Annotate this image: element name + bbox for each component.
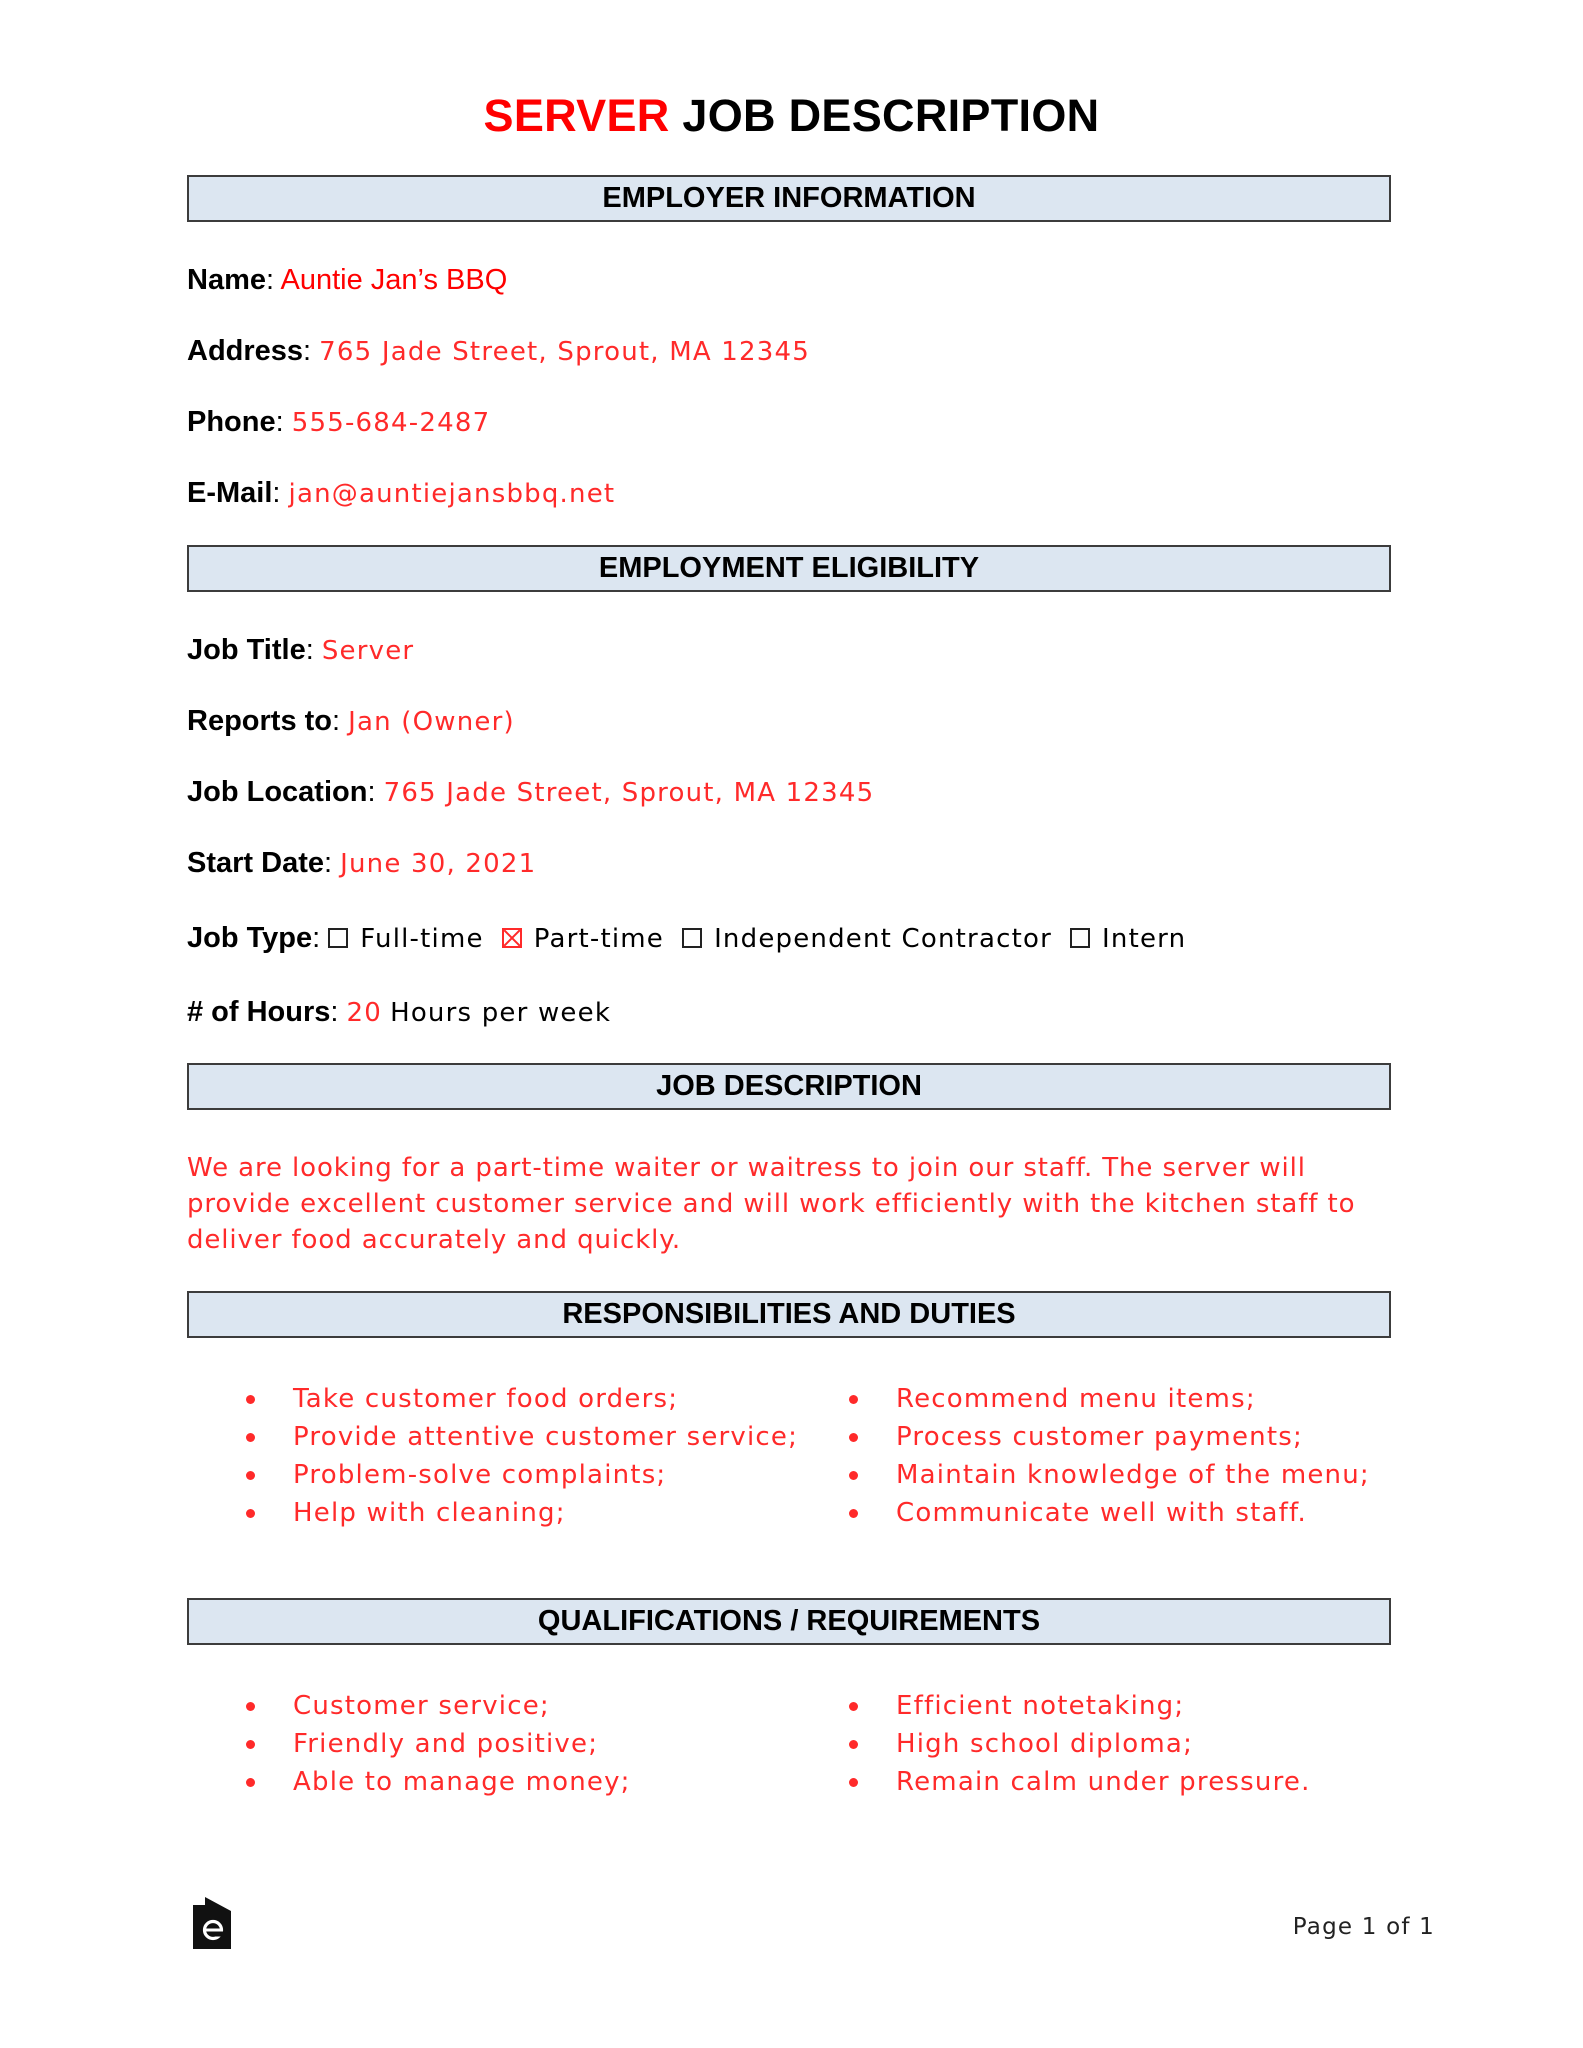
employer-phone-row: Phone: 555-684-2487	[187, 406, 491, 438]
reports-to-value: Jan (Owner)	[348, 707, 515, 737]
field-label: Reports to	[187, 705, 332, 737]
eforms-logo-icon	[193, 1897, 231, 1954]
list-item: Take customer food orders;	[246, 1380, 798, 1418]
field-label: Job Type	[187, 922, 313, 954]
field-label: Address	[187, 335, 304, 367]
job-type-option-intern[interactable]	[1070, 920, 1186, 957]
job-type-row: Job Type: Full-time Part-time Independent Contractor Intern	[187, 920, 1196, 957]
field-label: # of Hours	[187, 996, 331, 1028]
bullet-icon	[246, 1740, 255, 1749]
checkbox-icon[interactable]	[328, 928, 348, 948]
list-item: Process customer payments;	[849, 1418, 1370, 1456]
employer-address-value: 765 Jade Street, Sprout, MA 12345	[319, 337, 810, 367]
reports-to-row: Reports to: Jan (Owner)	[187, 705, 515, 737]
option-label: Part-time	[533, 924, 664, 954]
list-item: Able to manage money;	[246, 1763, 631, 1801]
option-label: Full-time	[360, 924, 484, 954]
list-item: Communicate well with staff.	[849, 1494, 1370, 1532]
job-description-text: We are looking for a part-time waiter or waitress to join our staff. The server will provide excellent customer service and will work efficiently with the kitchen staff to deliver food accurately and quickly.	[187, 1153, 1356, 1255]
field-label: Start Date	[187, 847, 324, 879]
hours-value: 20	[346, 998, 383, 1028]
section-header-employer: EMPLOYER INFORMATION	[187, 175, 1391, 222]
job-title-row: Job Title: Server	[187, 634, 415, 666]
job-title-value: Server	[321, 636, 415, 666]
job-location-row: Job Location: 765 Jade Street, Sprout, MA 12345	[187, 776, 875, 808]
list-item: Help with cleaning;	[246, 1494, 798, 1532]
job-type-option-contractor[interactable]	[682, 920, 1052, 957]
hours-unit: Hours per week	[390, 998, 612, 1028]
bullet-icon	[246, 1471, 255, 1480]
field-label: Phone	[187, 406, 276, 438]
employer-name-value: Auntie Jan’s BBQ	[280, 264, 508, 296]
bullet-icon	[246, 1702, 255, 1711]
employer-email-value: jan@auntiejansbbq.net	[288, 479, 616, 509]
job-location-value: 765 Jade Street, Sprout, MA 12345	[383, 778, 875, 808]
field-label: Name	[187, 264, 266, 296]
bullet-icon	[246, 1778, 255, 1787]
bullet-icon	[849, 1471, 858, 1480]
option-label: Intern	[1102, 924, 1187, 954]
bullet-icon	[246, 1395, 255, 1404]
list-item: Problem-solve complaints;	[246, 1456, 798, 1494]
bullet-icon	[246, 1509, 255, 1518]
bullet-icon	[849, 1740, 858, 1749]
list-item: Provide attentive customer service;	[246, 1418, 798, 1456]
bullet-icon	[246, 1433, 255, 1442]
employer-phone-value: 555-684-2487	[291, 408, 491, 438]
list-item: Recommend menu items;	[849, 1380, 1370, 1418]
section-header-qualifications: QUALIFICATIONS / REQUIREMENTS	[187, 1598, 1391, 1645]
checkbox-icon[interactable]	[682, 928, 702, 948]
list-item: Customer service;	[246, 1687, 631, 1725]
job-type-option-part-time[interactable]	[502, 920, 664, 957]
page-number: Page 1 of 1	[1292, 1914, 1435, 1940]
bullet-icon	[849, 1433, 858, 1442]
field-label: E-Mail	[187, 477, 273, 509]
bullet-icon	[849, 1395, 858, 1404]
document-title	[0, 88, 1583, 144]
start-date-row: Start Date: June 30, 2021	[187, 847, 537, 879]
checkbox-icon[interactable]	[1070, 928, 1090, 948]
duties-list-left	[246, 1380, 798, 1532]
start-date-value: June 30, 2021	[340, 849, 537, 879]
qualifications-list-left	[246, 1687, 631, 1801]
list-item: High school diploma;	[849, 1725, 1311, 1763]
list-item: Friendly and positive;	[246, 1725, 631, 1763]
section-header-eligibility: EMPLOYMENT ELIGIBILITY	[187, 545, 1391, 592]
field-label: Job Location	[187, 776, 368, 808]
employer-name-row: Name: Auntie Jan’s BBQ	[187, 264, 508, 296]
list-item: Maintain knowledge of the menu;	[849, 1456, 1370, 1494]
hours-row: # of Hours: 20 Hours per week	[187, 996, 612, 1028]
title-rest: JOB DESCRIPTION	[669, 90, 1100, 141]
bullet-icon	[849, 1509, 858, 1518]
bullet-icon	[849, 1778, 858, 1787]
employer-address-row: Address: 765 Jade Street, Sprout, MA 12345	[187, 335, 810, 367]
bullet-icon	[849, 1702, 858, 1711]
section-header-description: JOB DESCRIPTION	[187, 1063, 1391, 1110]
title-accent: SERVER	[483, 90, 670, 141]
qualifications-list-right	[849, 1687, 1311, 1801]
job-type-option-full-time[interactable]	[328, 920, 483, 957]
duties-list-right	[849, 1380, 1370, 1532]
employer-email-row: E-Mail: jan@auntiejansbbq.net	[187, 477, 616, 509]
list-item: Remain calm under pressure.	[849, 1763, 1311, 1801]
field-label: Job Title	[187, 634, 306, 666]
option-label: Independent Contractor	[714, 924, 1052, 954]
section-header-duties: RESPONSIBILITIES AND DUTIES	[187, 1291, 1391, 1338]
checkbox-checked-icon[interactable]	[502, 928, 522, 948]
list-item: Efficient notetaking;	[849, 1687, 1311, 1725]
